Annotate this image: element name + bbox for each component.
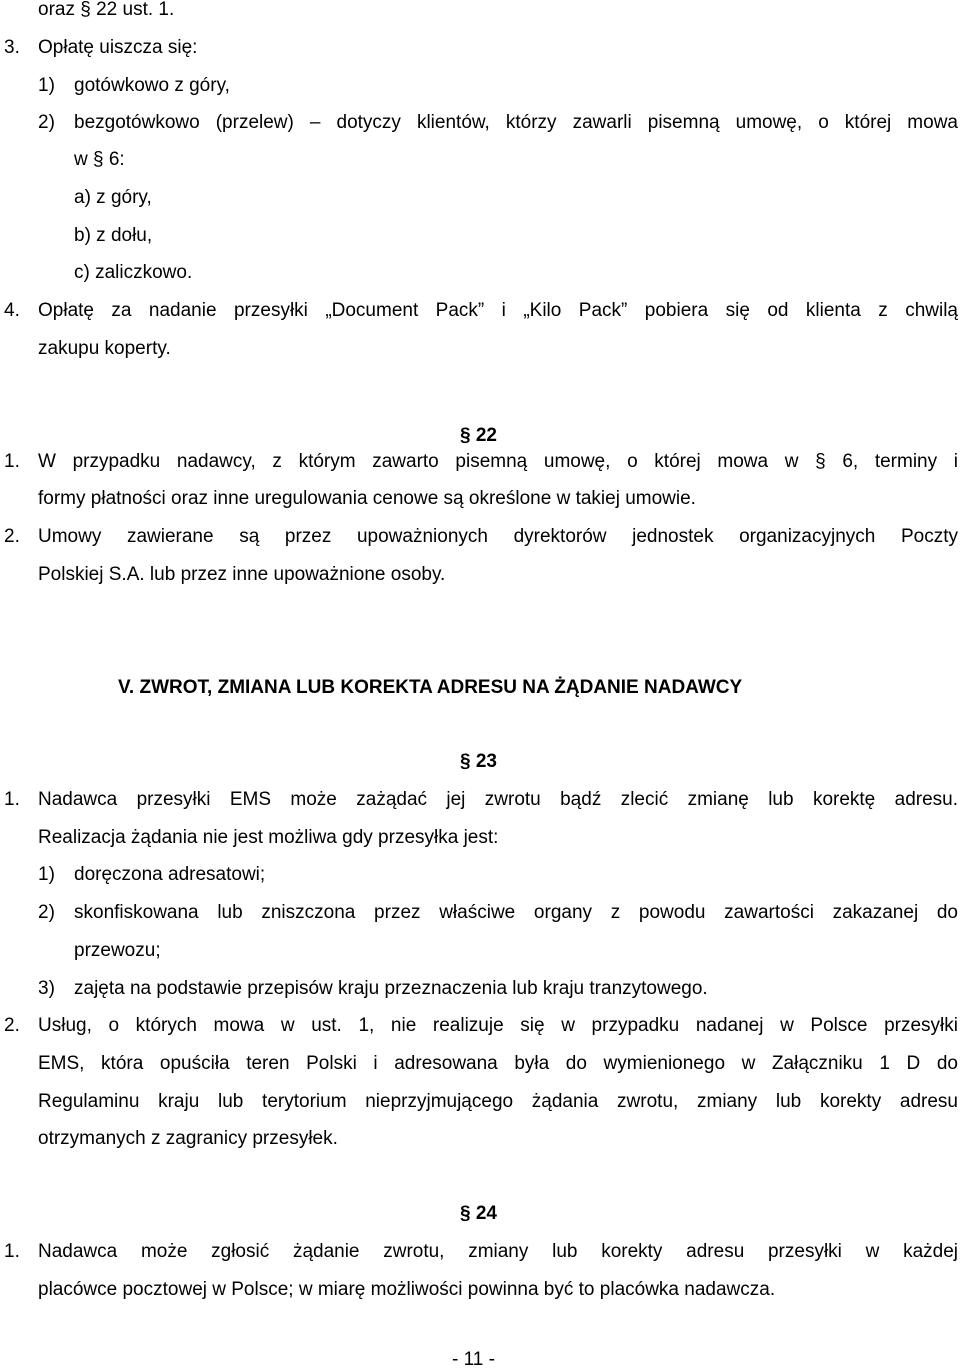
list-item-text: gotówkowo z góry,: [74, 75, 230, 96]
list-item-number: 1): [38, 75, 55, 96]
list-item-number: 3): [38, 978, 55, 999]
list-item-text: zajęta na podstawie przepisów kraju przeznaczenia lub kraju tranzytowego.: [74, 978, 708, 999]
paragraph-text-continued: Polskiej S.A. lub przez inne upoważnione osoby.: [38, 564, 446, 585]
paragraph-text-continued: otrzymanych z zagranicy przesyłek.: [38, 1128, 338, 1149]
paragraph-text: Opłatę uiszcza się:: [38, 37, 198, 58]
list-item-text: doręczona adresatowi;: [74, 864, 266, 885]
paragraph-text: Opłatę za nadanie przesyłki „Document Pack” i „Kilo Pack” pobiera się od klienta z chwilą: [38, 300, 958, 321]
paragraph-number: 1.: [4, 451, 20, 472]
paragraph-number: 3.: [4, 37, 20, 58]
list-item-text-continued: w § 6:: [74, 149, 125, 170]
paragraph-text-continued: zakupu koperty.: [38, 338, 171, 359]
paragraph-text: Usług, o których mowa w ust. 1, nie realizuje się w przypadku nadanej w Polsce przesyłki: [38, 1015, 958, 1036]
paragraph-number: 2.: [4, 526, 20, 547]
list-item-number: 2): [38, 112, 55, 133]
list-item-text-continued: przewozu;: [74, 940, 161, 961]
chapter-heading: V. ZWROT, ZMIANA LUB KOREKTA ADRESU NA ŻĄDANIE NADAWCY: [118, 677, 743, 698]
paragraph-number: 1.: [4, 1241, 20, 1262]
paragraph-text: Nadawca przesyłki EMS może zażądać jej zwrotu bądź zlecić zmianę lub korektę adresu.: [38, 789, 958, 810]
paragraph-number: 2.: [4, 1015, 20, 1036]
section-heading: § 24: [460, 1203, 497, 1224]
paragraph-text-continued: EMS, która opuściła teren Polski i adresowana była do wymienionego w Załączniku 1 D do: [38, 1053, 958, 1074]
list-item-text: skonfiskowana lub zniszczona przez właściwe organy z powodu zawartości zakazanej do: [74, 902, 958, 923]
paragraph-text-continued: Regulaminu kraju lub terytorium nieprzyjmującego żądania zwrotu, zmiany lub korekty adresu: [38, 1091, 958, 1112]
paragraph-text-continued: Realizacja żądania nie jest możliwa gdy przesyłka jest:: [38, 827, 499, 848]
list-item-number: 2): [38, 902, 55, 923]
paragraph-text-continued: formy płatności oraz inne uregulowania cenowe są określone w takiej umowie.: [38, 488, 696, 509]
list-item-number: 1): [38, 864, 55, 885]
paragraph-number: 1.: [4, 789, 20, 810]
paragraph-text: Umowy zawierane są przez upoważnionych dyrektorów jednostek organizacyjnych Poczty: [38, 526, 958, 547]
paragraph-text: W przypadku nadawcy, z którym zawarto pisemną umowę, o której mowa w § 6, terminy i: [38, 451, 958, 472]
sub-item: a) z góry,: [74, 187, 152, 208]
paragraph-number: 4.: [4, 300, 20, 321]
list-item-text: bezgotówkowo (przelew) – dotyczy klientów, którzy zawarli pisemną umowę, o której mowa: [74, 112, 958, 133]
page-number: - 11 -: [452, 1349, 495, 1370]
sub-item: c) zaliczkowo.: [74, 262, 193, 283]
section-heading: § 22: [460, 425, 497, 446]
section-heading: § 23: [460, 751, 497, 772]
continued-text: oraz § 22 ust. 1.: [38, 0, 175, 20]
sub-item: b) z dołu,: [74, 225, 153, 246]
paragraph-text-continued: placówce pocztowej w Polsce; w miarę możliwości powinna być to placówka nadawcza.: [38, 1279, 776, 1300]
paragraph-text: Nadawca może zgłosić żądanie zwrotu, zmiany lub korekty adresu przesyłki w każdej: [38, 1241, 958, 1262]
